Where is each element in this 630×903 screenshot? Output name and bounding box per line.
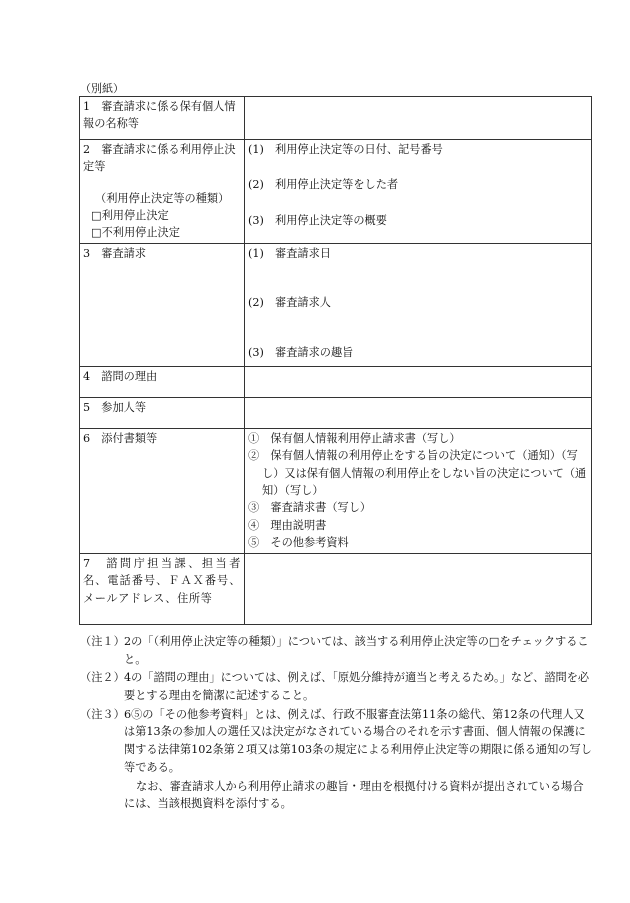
note-label: （注２） <box>80 671 125 685</box>
suspension-decision-label: 2 審査請求に係る利用停止決定等 <box>83 143 236 174</box>
decision-date-number-item: (1) 利用停止決定等の日付、記号番号 <box>248 143 443 156</box>
row-value-protected-info <box>245 97 592 140</box>
row-value-suspension-decision <box>245 140 592 244</box>
decision-kind-title: （利用停止決定等の種類） <box>95 191 230 205</box>
spacer <box>248 262 588 294</box>
attachment-item: ③ 審査請求書（写し） <box>248 501 372 515</box>
attachment-item: ② 保有個人情報の利用停止をする旨の決定について（通知）（写し）又は保有個人情報の利用停止をしない旨の決定について（通知）（写し） <box>248 449 587 497</box>
spacer <box>83 176 241 190</box>
attachment-item: ① 保有個人情報利用停止請求書（写し） <box>248 431 461 445</box>
table-row <box>80 140 592 244</box>
note-item <box>80 669 592 704</box>
row-label-contact-info: 7 諮問庁担当課、担当者名、電話番号、ＦＡＸ番号、メールアドレス、住所等 <box>80 553 245 624</box>
row-label-suspension-decision <box>80 140 245 244</box>
table-row <box>80 243 592 366</box>
attachment-heading: （別紙） <box>80 82 124 95</box>
row-label-participants: 5 参加人等 <box>80 397 245 428</box>
note-text: 4の「諮問の理由」については、例えば、「原処分維持が適当と考えるため。」など、諮問を必要とする理由を簡潔に記述すること。 <box>124 671 590 703</box>
note-item <box>80 706 592 777</box>
row-value-contact-info <box>245 553 592 624</box>
note-text: 2の「（利用停止決定等の種類）」については、該当する利用停止決定等の□をチェックすること。 <box>124 635 589 666</box>
table-row <box>80 97 592 140</box>
decision-summary-item: (3) 利用停止決定等の概要 <box>248 213 387 227</box>
spacer <box>248 312 588 344</box>
checkbox-non-suspension-decision: □不利用停止決定 <box>91 226 180 240</box>
row-value-attachments <box>245 428 592 553</box>
row-label-consultation-reason: 4 諮問の理由 <box>80 366 245 397</box>
note-continuation: なお、審査請求人から利用停止請求の趣旨・理由を根拠付ける資料が提出されている場合には、当該根拠資料を添付する。 <box>124 779 584 811</box>
note-item <box>80 633 592 668</box>
row-value-review-request <box>245 243 592 366</box>
note-text: 6⑤の「その他参考資料」とは、例えば、行政不服審査法第11条の総代、第12条の代理人又は第13条の参加人の選任又は決定がなされている場合のそれを示す書面、個人情報の保護に関する法律第102条第２項又は第103条の規定による利用停止決定等の期限に係る通知の写し等である。 <box>124 707 592 774</box>
submission-form-table <box>79 96 592 625</box>
row-value-consultation-reason <box>245 366 592 397</box>
spacer <box>248 194 588 212</box>
note-label: （注１） <box>80 635 125 648</box>
spacer <box>248 158 588 176</box>
checkbox-suspension-decision: □利用停止決定 <box>91 209 169 223</box>
row-label-review-request: 3 審査請求 <box>80 243 245 366</box>
decision-maker-item: (2) 利用停止決定等をした者 <box>248 178 399 192</box>
row-value-participants <box>245 397 592 428</box>
requester-item: (2) 審査請求人 <box>248 296 331 310</box>
row-label-protected-info: 1 審査請求に係る保有個人情報の名称等 <box>80 97 245 140</box>
row-label-attachments: 6 添付書類等 <box>80 428 245 553</box>
notes-section <box>80 633 592 813</box>
request-purpose-item: (3) 審査請求の趣旨 <box>248 345 354 359</box>
table-row <box>80 553 592 624</box>
attachment-item: ⑤ その他参考資料 <box>248 535 349 549</box>
note-label: （注３） <box>80 707 125 721</box>
table-row <box>80 366 592 397</box>
table-row <box>80 397 592 428</box>
request-date-item: (1) 審査請求日 <box>248 246 331 260</box>
table-row <box>80 428 592 553</box>
attachment-item: ④ 理由説明書 <box>248 518 327 532</box>
